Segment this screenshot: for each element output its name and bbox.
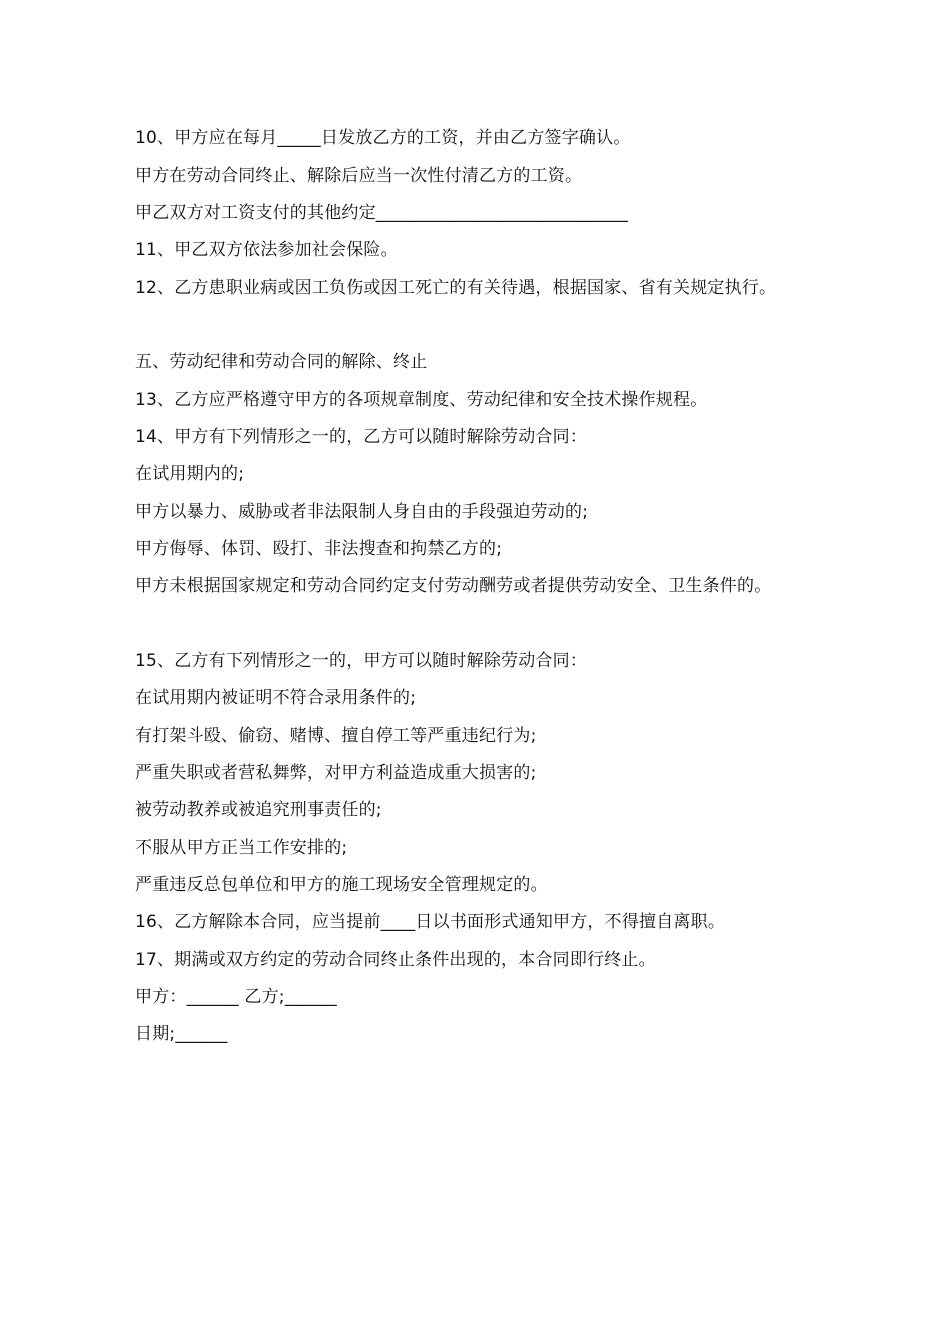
clause-11-paragraph: 11、甲乙双方依法参加社会保险。 (135, 240, 398, 260)
clause-12-paragraph: 12、乙方患职业病或因工负伤或因工死亡的有关待遇，根据国家、省有关规定执行。 (135, 278, 777, 298)
clause-14-item-4: 甲方未根据国家规定和劳动合同约定支付劳动酬劳或者提供劳动安全、卫生条件的。 (135, 576, 772, 596)
wage-settlement-paragraph: 甲方在劳动合同终止、解除后应当一次性付清乙方的工资。 (135, 166, 583, 186)
clause-15-item-5: 不服从甲方正当工作安排的; (135, 838, 348, 858)
clause-15-item-2: 有打架斗殴、偷窃、赌博、擅自停工等严重违纪行为; (135, 726, 537, 746)
clause-14-item-1: 在试用期内的; (135, 464, 245, 484)
clause-10-paragraph: 10、甲方应在每月_____日发放乙方的工资，并由乙方签字确认。 (135, 128, 631, 148)
section-5-heading: 五、劳动纪律和劳动合同的解除、终止 (135, 352, 428, 372)
signature-parties-line: 甲方：______ 乙方;______ (135, 987, 337, 1007)
clause-13-paragraph: 13、乙方应严格遵守甲方的各项规章制度、劳动纪律和安全技术操作规程。 (135, 390, 708, 410)
clause-16-paragraph: 16、乙方解除本合同，应当提前____日以书面形式通知甲方，不得擅自离职。 (135, 912, 726, 932)
clause-15-item-4: 被劳动教养或被追究刑事责任的; (135, 800, 382, 820)
clause-15-item-1: 在试用期内被证明不符合录用条件的; (135, 688, 417, 708)
clause-14-item-3: 甲方侮辱、体罚、殴打、非法搜查和拘禁乙方的; (135, 539, 503, 559)
clause-14-item-2: 甲方以暴力、威胁或者非法限制人身自由的手段强迫劳动的; (135, 502, 589, 522)
clause-15-paragraph: 15、乙方有下列情形之一的，甲方可以随时解除劳动合同： (135, 651, 588, 671)
clause-14-paragraph: 14、甲方有下列情形之一的，乙方可以随时解除劳动合同： (135, 427, 588, 447)
clause-15-item-6: 严重违反总包单位和甲方的施工现场安全管理规定的。 (135, 875, 548, 895)
clause-15-item-3: 严重失职或者营私舞弊，对甲方利益造成重大损害的; (135, 763, 537, 783)
wage-other-agreement-paragraph: 甲乙双方对工资支付的其他约定_____________________________ (135, 203, 629, 223)
clause-17-paragraph: 17、期满或双方约定的劳动合同终止条件出现的，本合同即行终止。 (135, 950, 656, 970)
signature-date-line: 日期;______ (135, 1024, 228, 1044)
